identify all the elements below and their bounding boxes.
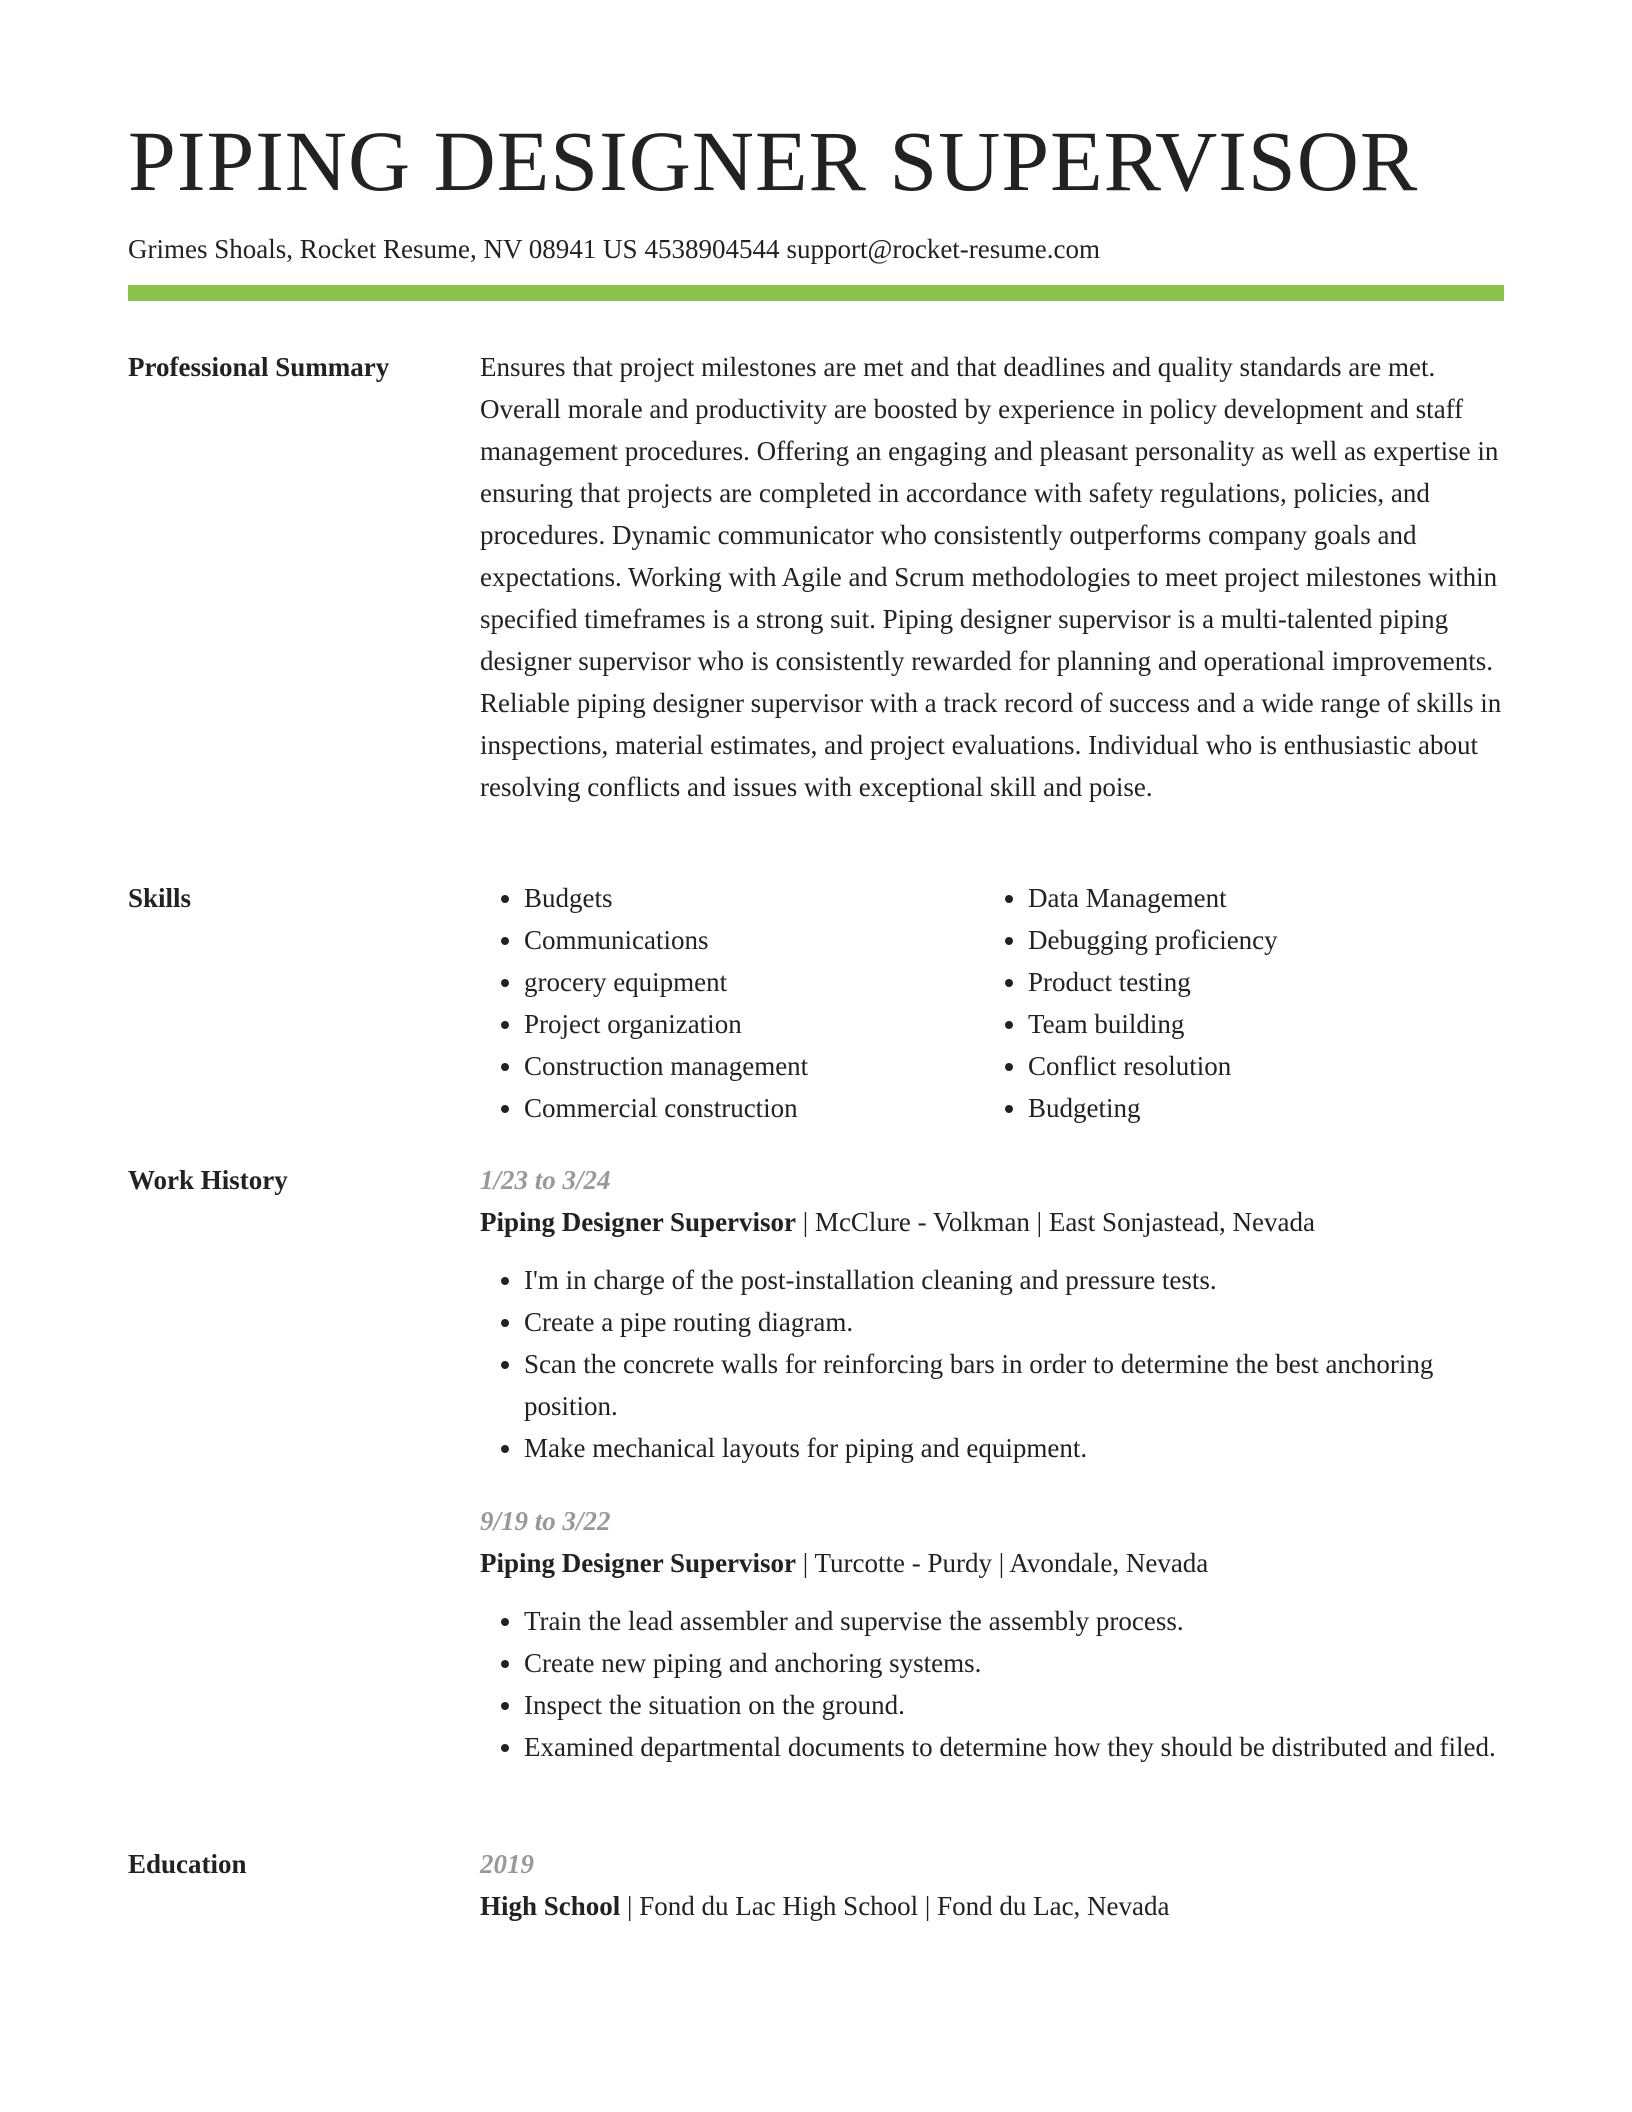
job-heading — [480, 1201, 1504, 1243]
skill-item: • Data Management — [1028, 877, 1488, 919]
job-bullet: • Examined departmental documents to determine how they should be distributed and filed. — [524, 1726, 1504, 1768]
education-school-location: | Fond du Lac High School | Fond du Lac, Nevada — [620, 1891, 1170, 1921]
skill-item: • Conflict resolution — [1028, 1045, 1488, 1087]
contact-address: Grimes Shoals, Rocket Resume, NV 08941 US — [128, 234, 638, 264]
skill-item: • Product testing — [1028, 961, 1488, 1003]
education-heading-line — [480, 1885, 1504, 1927]
skill-item: • grocery equipment — [524, 961, 984, 1003]
work-history-body — [480, 1159, 1504, 1799]
job-responsibilities — [480, 1259, 1504, 1469]
job-employer-location: | Turcotte - Purdy | Avondale, Nevada — [796, 1548, 1209, 1578]
job-title: Piping Designer Supervisor — [480, 1207, 797, 1237]
job-bullet: • Inspect the situation on the ground. — [524, 1684, 1504, 1726]
skill-item: • Commercial construction — [524, 1087, 984, 1129]
job-heading — [480, 1542, 1504, 1584]
skill-item: • Project organization — [524, 1003, 984, 1045]
education-heading: Education — [128, 1849, 247, 1879]
job-bullet: • Create a pipe routing diagram. — [524, 1301, 1504, 1343]
job-entry — [480, 1500, 1504, 1768]
summary-body — [480, 346, 1504, 808]
job-employer-location: | McClure - Volkman | East Sonjastead, Nevada — [796, 1207, 1315, 1237]
job-title: Piping Designer Supervisor — [480, 1548, 797, 1578]
skills-list-right — [984, 877, 1488, 1129]
contact-email: support@rocket-resume.com — [786, 234, 1101, 264]
job-bullet: • Train the lead assembler and supervise the assembly process. — [524, 1600, 1504, 1642]
skills-list-left — [480, 877, 984, 1129]
job-bullet: • Make mechanical layouts for piping and equipment. — [524, 1427, 1504, 1469]
skill-item: • Construction management — [524, 1045, 984, 1087]
education-year: 2019 — [480, 1849, 534, 1879]
candidate-title: PIPING DESIGNER SUPERVISOR — [128, 113, 1419, 209]
job-bullet: • I'm in charge of the post-installation cleaning and pressure tests. — [524, 1259, 1504, 1301]
job-bullet: • Scan the concrete walls for reinforcing bars in order to determine the best anchoring position. — [524, 1343, 1504, 1427]
education-degree: High School — [480, 1891, 621, 1921]
skills-body — [480, 877, 1504, 1129]
work-history-heading: Work History — [128, 1165, 288, 1195]
summary-heading: Professional Summary — [128, 352, 390, 382]
skill-item: • Communications — [524, 919, 984, 961]
skill-item: • Team building — [1028, 1003, 1488, 1045]
summary-text: Ensures that project milestones are met and that deadlines and quality standards are met. Overall morale and productivity are boosted by experience in policy development and staff management procedures. Offering an engaging and pleasant personality as well as expertise in ensuring that projects are completed in accordance with safety regulations, policies, and procedures. Dynamic communicator who consistently outperforms company goals and expectations. Working with Agile and Scrum methodologies to meet project milestones within specified timeframes is a strong suit. Piping designer supervisor is a multi-talented piping designer supervisor who is consistently rewarded for planning and operational improvements. Reliable piping designer supervisor with a track record of success and a wide range of skills in inspections, material estimates, and project evaluations. Individual who is enthusiastic about resolving conflicts and issues with exceptional skill and poise. — [480, 352, 1502, 802]
header-divider — [128, 285, 1504, 301]
skill-item: • Budgeting — [1028, 1087, 1488, 1129]
job-bullet: • Create new piping and anchoring systems. — [524, 1642, 1504, 1684]
skill-item: • Debugging proficiency — [1028, 919, 1488, 961]
skill-item: • Budgets — [524, 877, 984, 919]
skills-heading: Skills — [128, 883, 192, 913]
job-entry — [480, 1159, 1504, 1469]
contact-phone: 4538904544 — [644, 234, 780, 264]
job-responsibilities — [480, 1600, 1504, 1768]
education-body — [480, 1843, 1504, 1927]
job-dates: 9/19 to 3/22 — [480, 1506, 611, 1536]
job-dates: 1/23 to 3/24 — [480, 1165, 611, 1195]
contact-line — [128, 233, 1100, 265]
